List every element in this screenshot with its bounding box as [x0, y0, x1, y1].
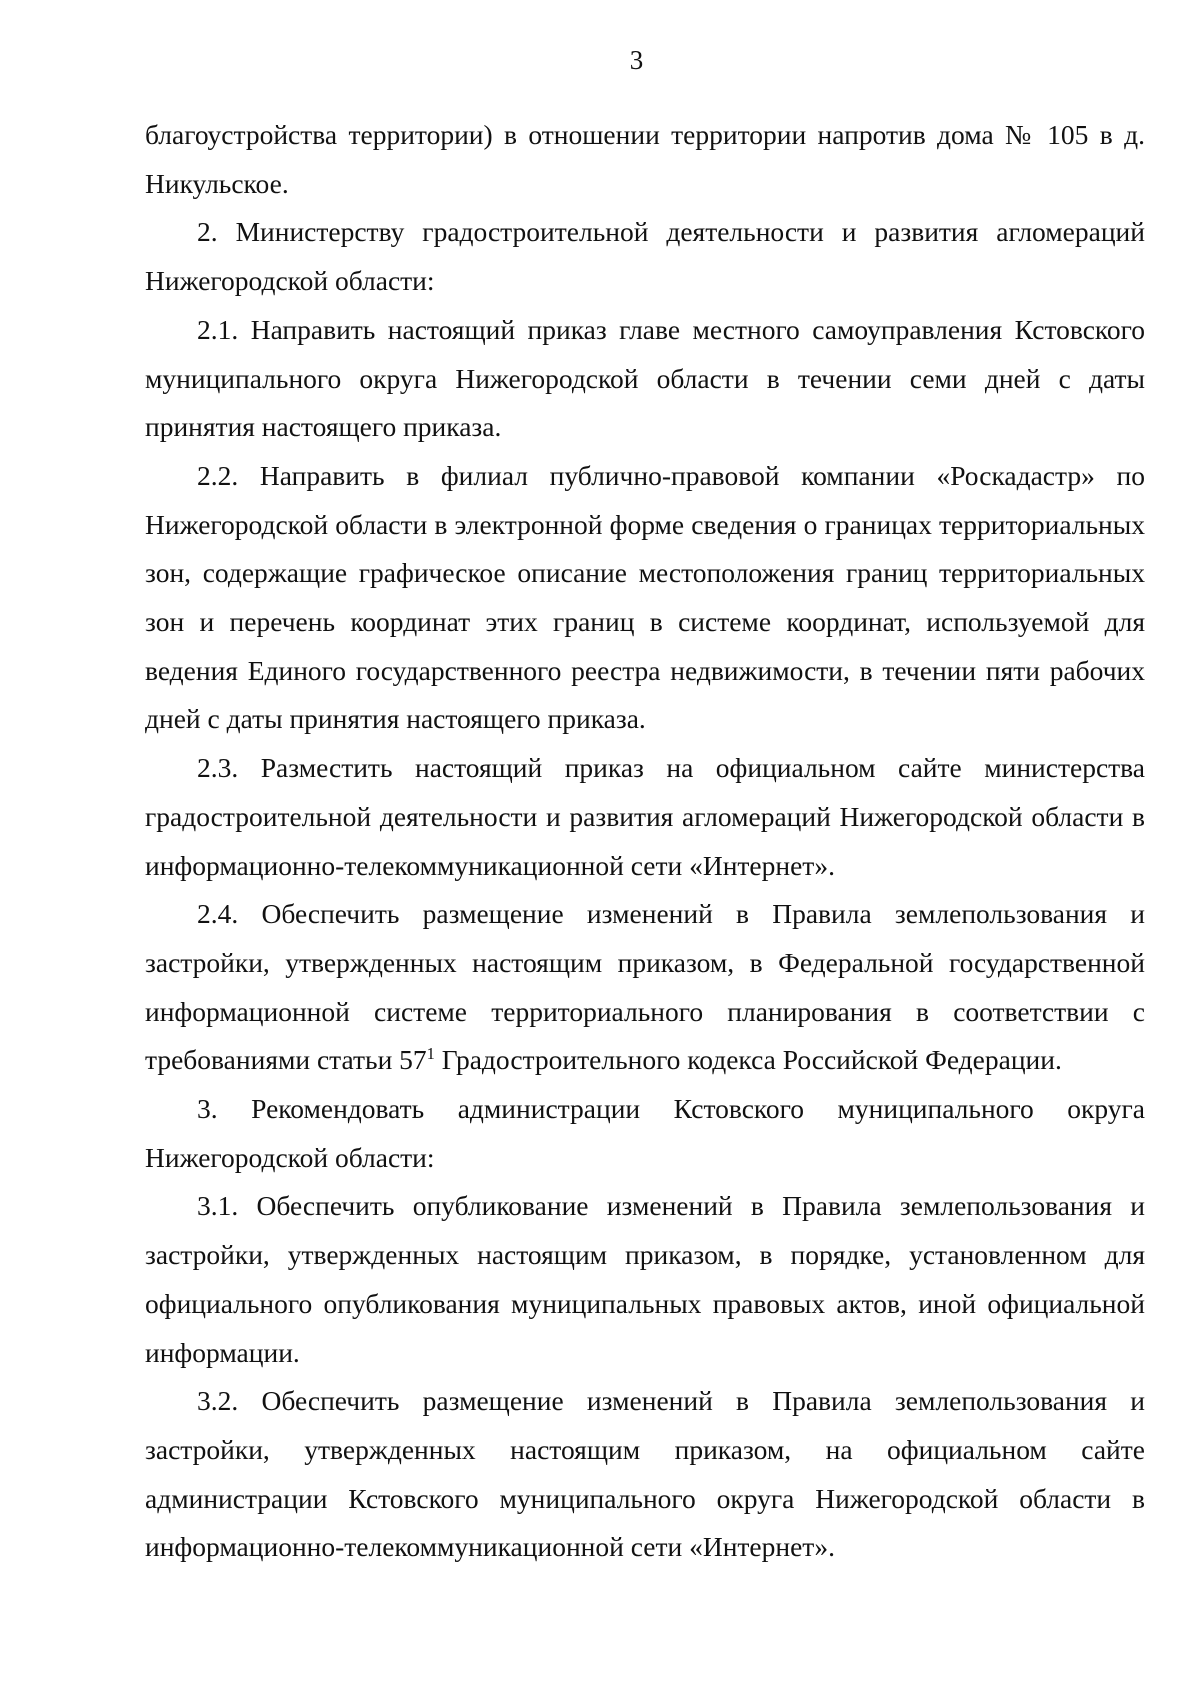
- paragraph-item-2-1: 2.1. Направить настоящий приказ главе местного самоуправления Кстовского муниципального округа Нижегородской области в течении семи дней с даты принятия настоящего приказа.: [145, 313, 1145, 443]
- document-body: [145, 111, 1145, 1572]
- paragraph-item-2-2: 2.2. Направить в филиал публично-правовой компании «Роскадастр» по Нижегородской области в электронной форме сведения о границах территориальных зон, содержащие графическое описание местоположения границ территориальных зон и перечень координат этих границ в системе координат, используемой для ведения Единого государственного реестра недвижимости, в течении пяти рабочих дней с даты принятия настоящего приказа.: [145, 459, 1145, 735]
- paragraph-item-2-3: 2.3. Разместить настоящий приказ на официальном сайте министерства градостроительной деятельности и развития агломераций Нижегородской области в информационно-телекоммуникационной сети «Интернет».: [145, 752, 1145, 881]
- superscript-article-number: 1: [426, 1044, 435, 1064]
- paragraph-item-2-4-text-end: Градостроительного кодекса Российской Федерации.: [434, 1044, 1062, 1076]
- paragraph-item-3: 3. Рекомендовать администрации Кстовского муниципального округа Нижегородской области:: [145, 1093, 1145, 1173]
- paragraph-continuation: благоустройства территории) в отношении территории напротив дома № 105 в д. Никульское.: [145, 119, 1145, 199]
- paragraph-item-3-1: 3.1. Обеспечить опубликование изменений в Правила землепользования и застройки, утвержденных настоящим приказом, в порядке, установленном для официального опубликования муниципальных правовых актов, иной официальной информации.: [145, 1190, 1145, 1368]
- page-number: 3: [629, 45, 644, 75]
- paragraph-item-2-4-text: 2.4. Обеспечить размещение изменений в Правила землепользования и застройки, утвержденных настоящим приказом, в Федеральной государственной информационной системе территориального планирования в соответствии с требованиями статьи 57: [145, 898, 1145, 1076]
- paragraph-item-2-4: [145, 890, 1145, 1085]
- paragraph-item-3-2: 3.2. Обеспечить размещение изменений в Правила землепользования и застройки, утвержденных настоящим приказом, на официальном сайте администрации Кстовского муниципального округа Нижегородской области в информационно-телекоммуникационной сети «Интернет».: [145, 1385, 1145, 1563]
- paragraph-item-2: 2. Министерству градостроительной деятельности и развития агломераций Нижегородской области:: [145, 216, 1145, 297]
